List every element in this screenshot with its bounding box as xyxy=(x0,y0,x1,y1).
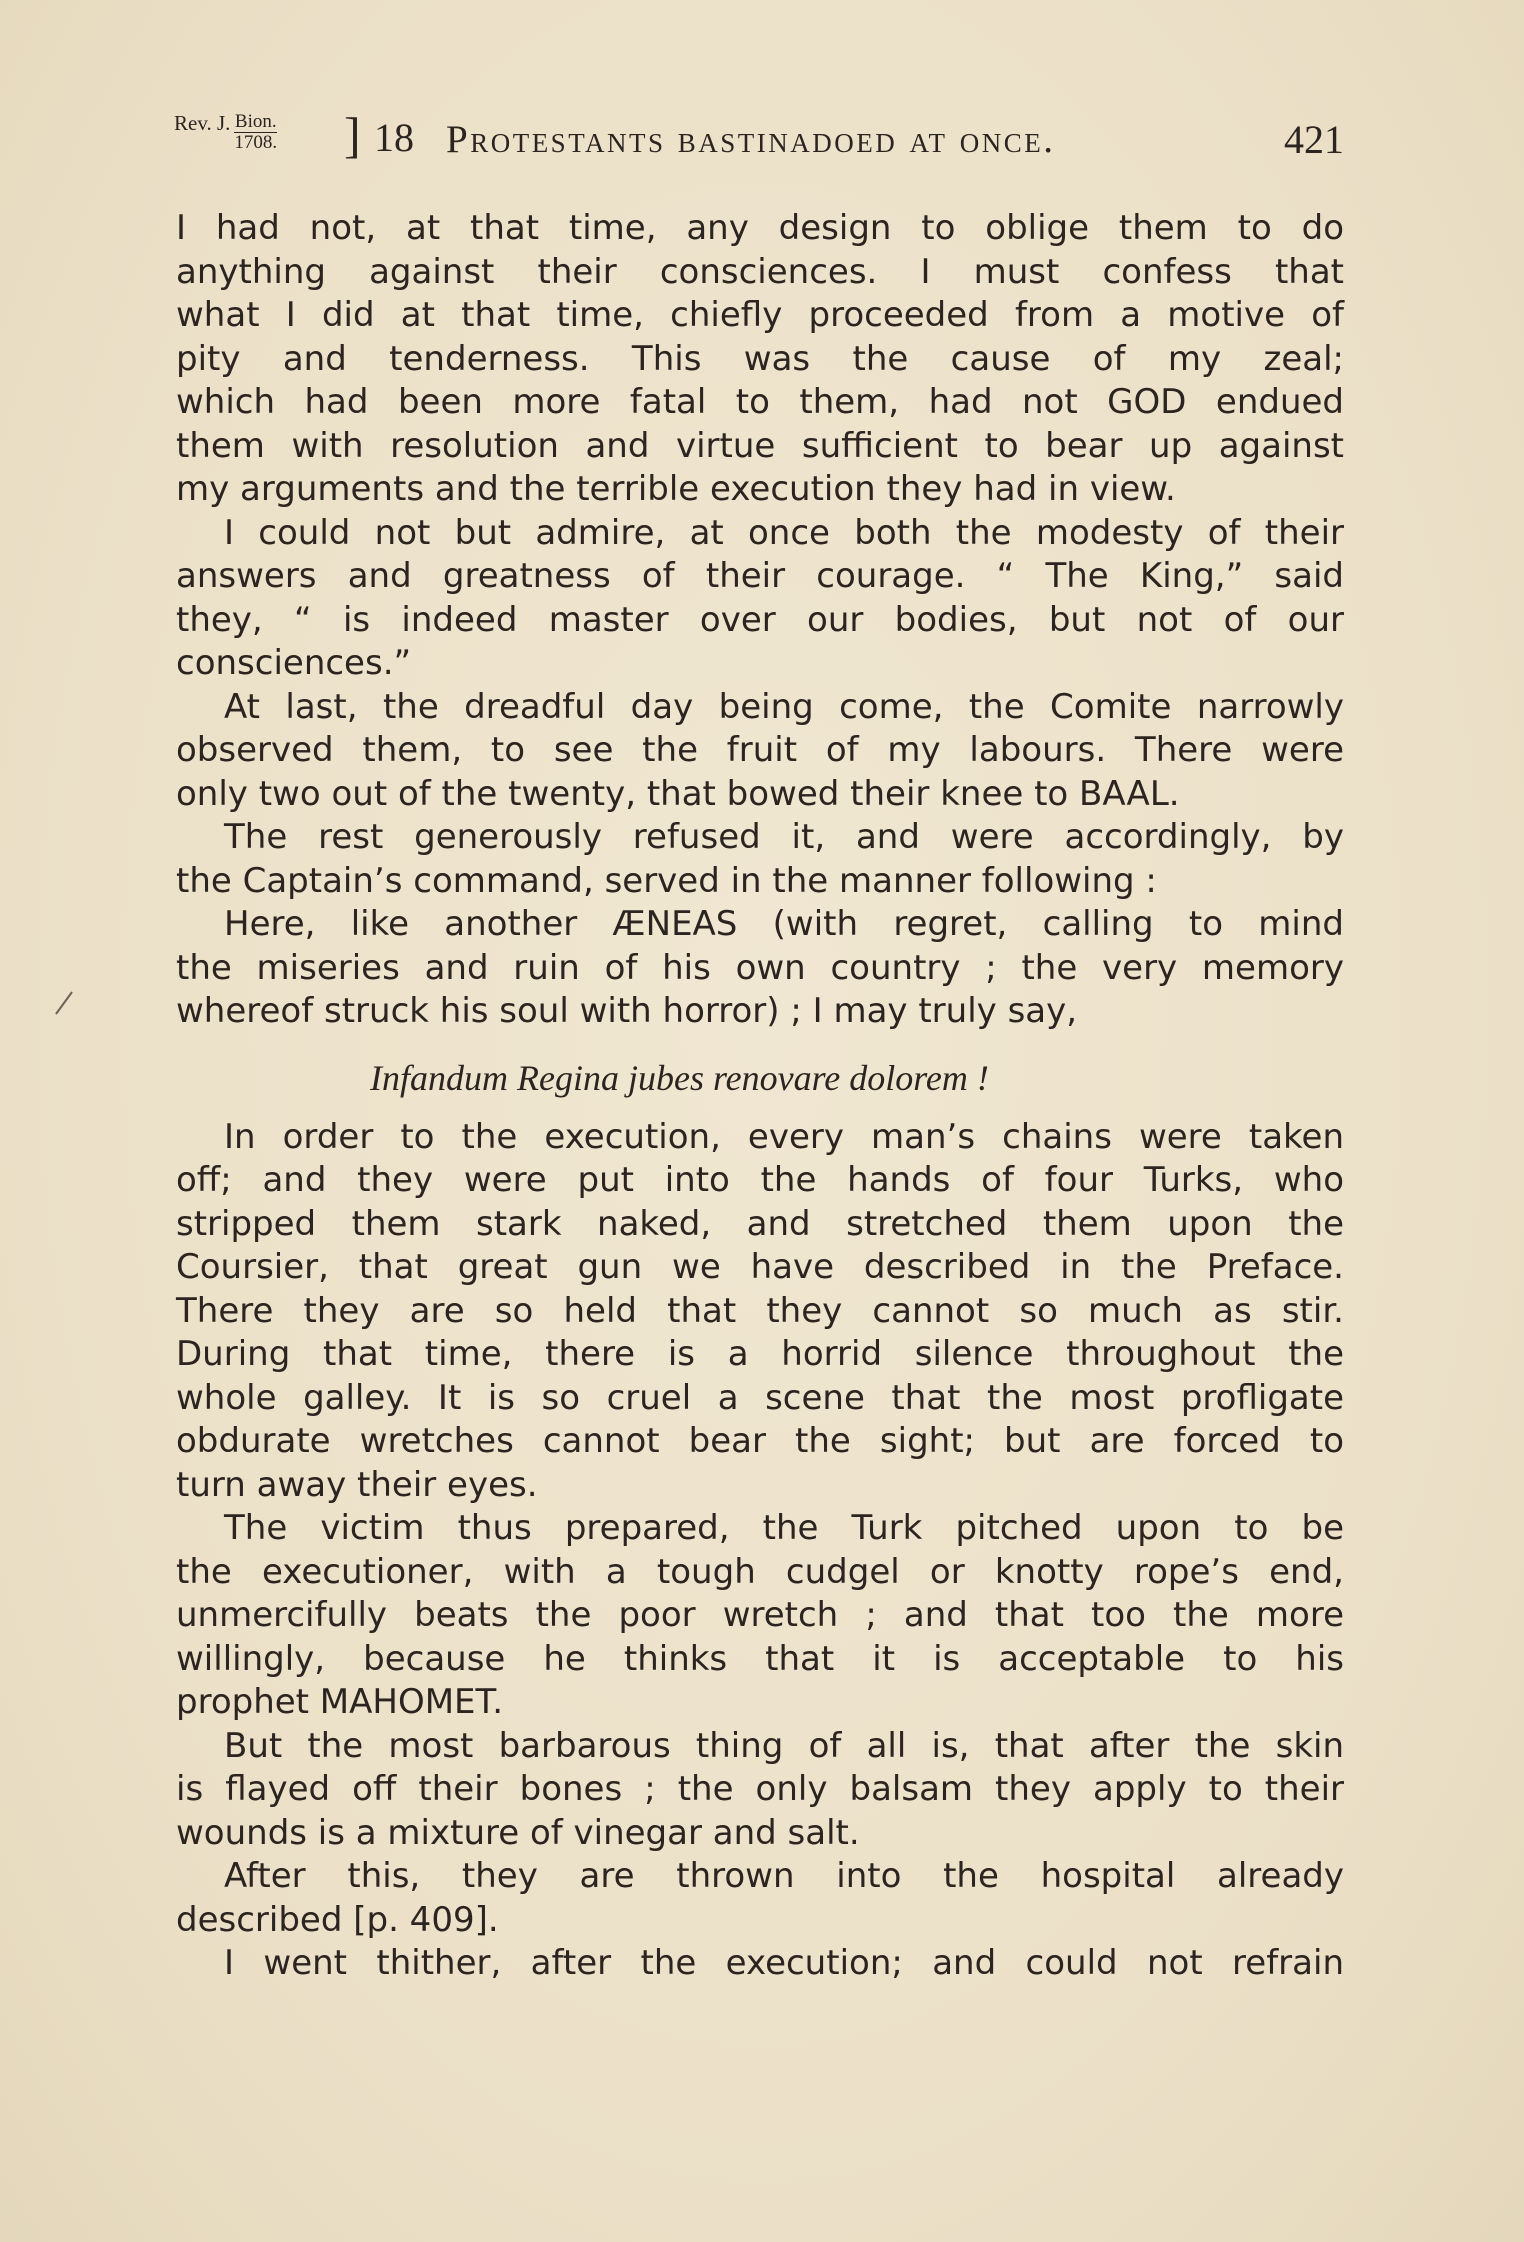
text-line: which had been more fatal to them, had not GOD endued xyxy=(176,382,1344,422)
text-line: wounds is a mixture of vinegar and salt. xyxy=(176,1812,860,1853)
text-line: the miseries and ruin of his own country ; the very memory xyxy=(176,947,1344,988)
text-line: willingly, because he thinks that it is acceptable to his xyxy=(176,1638,1344,1679)
text-line: Coursier, that great gun we have described in the Preface. xyxy=(176,1247,1344,1287)
running-title: Protestants bastinadoed at once. xyxy=(446,118,1056,161)
text-line: But the most barbarous thing of all is, that after the skin xyxy=(224,1725,1344,1766)
text-line: what I did at that time, chiefly proceeded from a motive of xyxy=(176,295,1344,335)
header-ref-bottom: 1708. xyxy=(234,132,278,153)
text-line: consciences.” xyxy=(176,643,412,683)
text-line: answers and greatness of their courage. “ The King,” said xyxy=(176,556,1344,596)
text-line: stripped them stark naked, and stretched them upon the xyxy=(176,1203,1344,1244)
text-line: In order to the execution, every man’s chains were taken xyxy=(224,1116,1344,1157)
text-line: them with resolution and virtue sufficient to bear up against xyxy=(176,425,1344,466)
text-line: Here, like another ÆNEAS (with regret, calling to mind xyxy=(224,904,1344,944)
text-line: is flayed off their bones ; the only balsam they apply to their xyxy=(176,1769,1344,1809)
text-line: pity and tenderness. This was the cause of my zeal; xyxy=(176,338,1344,379)
text-line: I went thither, after the execution; and could not refrain xyxy=(224,1943,1344,1983)
text-line: During that time, there is a horrid silence throughout the xyxy=(176,1334,1344,1374)
header-ref-top: Bion. xyxy=(234,111,277,132)
text-line: my arguments and the terrible execution they had in view. xyxy=(176,469,1176,509)
body-text xyxy=(176,207,1344,1986)
text-line: the executioner, with a tough cudgel or knotty rope’s end, xyxy=(176,1551,1344,1592)
text-line: the Captain’s command, served in the manner following : xyxy=(176,860,1157,901)
header-reference xyxy=(174,112,277,153)
text-line: prophet MAHOMET. xyxy=(176,1682,504,1722)
text-line: The victim thus prepared, the Turk pitched upon to be xyxy=(224,1508,1344,1548)
text-line: obdurate wretches cannot bear the sight; but are forced to xyxy=(176,1421,1344,1461)
text-line: whereof struck his soul with horror) ; I may truly say, xyxy=(176,991,1078,1031)
header-date-stack xyxy=(234,112,277,153)
text-line: There they are so held that they cannot so much as stir. xyxy=(176,1290,1344,1331)
text-line: only two out of the twenty, that bowed their knee to BAAL. xyxy=(176,773,1180,814)
text-line: turn away their eyes. xyxy=(176,1464,538,1505)
text-line: unmercifully beats the poor wretch ; and that too the more xyxy=(176,1595,1344,1635)
running-header xyxy=(174,108,1344,172)
text-line: described [p. 409]. xyxy=(176,1899,499,1940)
latin-quotation: Infandum Regina jubes renovare dolorem ! xyxy=(370,1057,989,1098)
page-number: 421 xyxy=(1284,117,1344,162)
chapter-number: 18 xyxy=(374,115,414,160)
text-line: At last, the dreadful day being come, the Comite narrowly xyxy=(224,686,1344,727)
text-line: they, “ is indeed master over our bodies, but not of our xyxy=(176,599,1344,640)
text-line: off; and they were put into the hands of four Turks, who xyxy=(176,1160,1344,1200)
text-line: anything against their consciences. I must confess that xyxy=(176,251,1344,292)
header-author: Rev. J. xyxy=(174,111,231,135)
text-line: I could not but admire, at once both the modesty of their xyxy=(224,512,1344,553)
text-line: observed them, to see the fruit of my labours. There were xyxy=(176,730,1344,770)
text-line: After this, they are thrown into the hospital already xyxy=(224,1856,1344,1896)
text-line: I had not, at that time, any design to oblige them to do xyxy=(176,208,1344,248)
text-line: whole galley. It is so cruel a scene that the most profligate xyxy=(176,1377,1344,1418)
margin-pencil-mark xyxy=(52,988,76,1018)
header-bracket: ] xyxy=(344,107,361,163)
text-line: The rest generously refused it, and were accordingly, by xyxy=(224,817,1344,857)
